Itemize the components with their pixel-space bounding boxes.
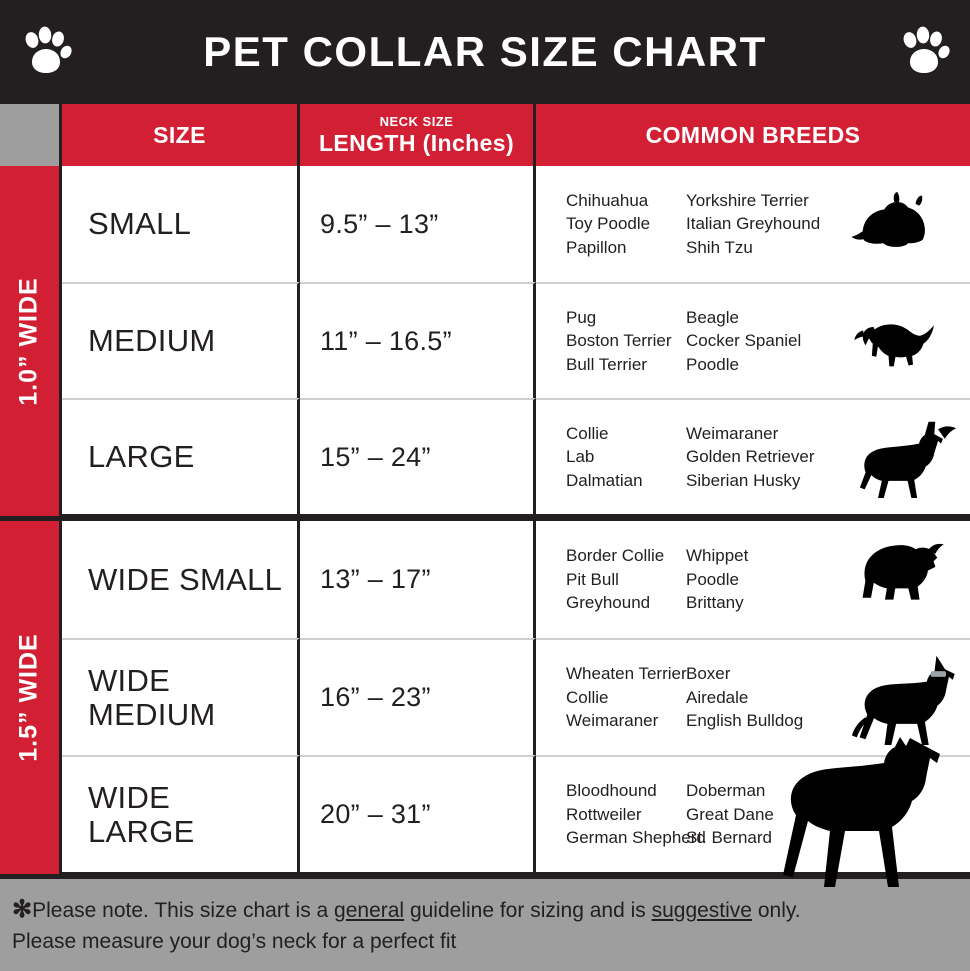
cell-breeds bbox=[536, 398, 970, 514]
band-text: 1.0” WIDE bbox=[15, 276, 44, 406]
beagle-silhouette-icon bbox=[834, 291, 964, 391]
table-row bbox=[62, 398, 970, 514]
breed-item: Siberian Husky bbox=[686, 470, 801, 490]
breed-item: Toy Poodle bbox=[566, 214, 651, 234]
breed-item: Weimaraner bbox=[686, 423, 779, 443]
footer-text-b: guideline for sizing and is bbox=[404, 899, 652, 922]
cell-length bbox=[300, 398, 536, 514]
table-header-length-inches: LENGTH (Inches) bbox=[318, 129, 515, 156]
table-header-common-breeds: COMMON BREEDS bbox=[536, 104, 970, 166]
cell-breeds bbox=[536, 282, 970, 398]
size-label: WIDE LARGE bbox=[88, 780, 195, 849]
breed-column-1 bbox=[536, 306, 686, 376]
breed-column-2 bbox=[686, 779, 836, 849]
breed-item: Weimaraner bbox=[566, 711, 659, 731]
cell-breeds bbox=[536, 521, 970, 638]
bulldog-silhouette-icon bbox=[834, 530, 964, 630]
table-header-row bbox=[0, 104, 970, 166]
breed-item: Great Dane bbox=[686, 804, 774, 824]
table-header-neck-size-small: NECK SIZE bbox=[379, 114, 454, 130]
breed-item: Boxer bbox=[686, 664, 731, 684]
size-label-line1: WIDE SMALL bbox=[88, 561, 283, 597]
breed-item: Whippet bbox=[686, 546, 749, 566]
breed-column-1 bbox=[536, 544, 686, 614]
footer-line-2: Please measure your dog’s neck for a perfect fit bbox=[12, 929, 457, 953]
breed-item: St. Bernard bbox=[686, 828, 772, 848]
length-label: 9.5” – 13” bbox=[320, 208, 439, 239]
footer-note bbox=[0, 879, 970, 971]
breed-column-1 bbox=[536, 662, 686, 732]
breed-column-2 bbox=[686, 544, 836, 614]
cell-breeds bbox=[536, 166, 970, 282]
cell-size bbox=[62, 282, 300, 398]
breed-item: Rottweiler bbox=[566, 804, 642, 824]
table-row bbox=[62, 166, 970, 282]
band-label-1-0-wide bbox=[0, 166, 62, 516]
group-1-0-wide bbox=[0, 166, 970, 516]
cell-length bbox=[300, 638, 536, 755]
cell-size bbox=[62, 166, 300, 282]
length-label: 20” – 31” bbox=[320, 799, 431, 829]
breed-item: Golden Retriever bbox=[686, 447, 815, 467]
breed-item: Shih Tzu bbox=[686, 237, 753, 257]
footer-text-a: Please note. This size chart is a bbox=[32, 899, 335, 922]
breed-item: Boston Terrier bbox=[566, 331, 672, 351]
breed-item: Pug bbox=[566, 307, 597, 327]
cell-length bbox=[300, 521, 536, 638]
cell-size bbox=[62, 398, 300, 514]
length-label: 13” – 17” bbox=[320, 564, 431, 594]
band-text: 1.5” WIDE bbox=[15, 633, 44, 762]
pomeranian-silhouette-icon bbox=[834, 174, 964, 274]
cell-length bbox=[300, 755, 536, 872]
breed-column-2 bbox=[686, 422, 836, 492]
breed-item: Cocker Spaniel bbox=[686, 331, 802, 351]
table-row bbox=[62, 282, 970, 398]
footer-text-c: only. bbox=[752, 899, 801, 922]
cell-breeds bbox=[536, 638, 970, 755]
length-label: 15” – 24” bbox=[320, 441, 431, 472]
breed-item: Brittany bbox=[686, 593, 744, 613]
breed-column-2 bbox=[686, 662, 836, 732]
cell-breeds bbox=[536, 755, 970, 872]
shepherd-silhouette-icon bbox=[834, 407, 964, 507]
cell-length bbox=[300, 166, 536, 282]
breed-item: Beagle bbox=[686, 307, 739, 327]
pitbull-silhouette-icon bbox=[834, 648, 964, 748]
group-1-5-wide bbox=[0, 521, 970, 874]
table-header-neck-length bbox=[300, 104, 536, 166]
asterisk-icon: ✻ bbox=[12, 896, 33, 923]
breed-item: Yorkshire Terrier bbox=[686, 190, 809, 210]
breed-column-1 bbox=[536, 779, 706, 849]
table-row bbox=[62, 638, 970, 755]
breed-item: Pit Bull bbox=[566, 569, 619, 589]
breed-item: Italian Greyhound bbox=[686, 214, 821, 234]
paw-print-icon bbox=[896, 24, 952, 80]
size-label: WIDE MEDIUM bbox=[88, 663, 216, 732]
table-header-corner bbox=[0, 104, 62, 166]
breed-item: Bloodhound bbox=[566, 781, 657, 801]
breed-column-1 bbox=[536, 422, 686, 492]
paw-print-icon bbox=[18, 24, 74, 80]
breed-item: Wheaten Terrier bbox=[566, 664, 687, 684]
band-label-1-5-wide bbox=[0, 521, 62, 874]
cell-size bbox=[62, 521, 300, 638]
breed-item: Chihuahua bbox=[566, 190, 649, 210]
breed-item: Airedale bbox=[686, 687, 749, 707]
table-row bbox=[62, 755, 970, 872]
breed-item: Poodle bbox=[686, 569, 739, 589]
breed-column-2 bbox=[686, 189, 836, 259]
breed-item: Collie bbox=[566, 423, 609, 443]
breed-item: Bull Terrier bbox=[566, 354, 647, 374]
page-header bbox=[0, 0, 970, 104]
page-title: PET COLLAR SIZE CHART bbox=[203, 28, 767, 75]
breed-column-1 bbox=[536, 189, 686, 259]
footer-line-1 bbox=[12, 893, 954, 927]
cell-size bbox=[62, 755, 300, 872]
breed-item: Dalmatian bbox=[566, 470, 643, 490]
cell-size bbox=[62, 638, 300, 755]
breed-item: Lab bbox=[566, 447, 595, 467]
footer-underline-general: general bbox=[334, 899, 405, 922]
breed-column-2 bbox=[686, 306, 836, 376]
cell-length bbox=[300, 282, 536, 398]
breed-item: Papillon bbox=[566, 237, 627, 257]
footer-underline-suggestive: suggestive bbox=[651, 899, 752, 922]
size-chart-table bbox=[0, 104, 970, 879]
size-label bbox=[62, 563, 282, 596]
breed-item: English Bulldog bbox=[686, 711, 804, 731]
table-row bbox=[62, 521, 970, 638]
size-label: LARGE bbox=[88, 439, 195, 475]
breed-item: Border Collie bbox=[566, 546, 665, 566]
breed-item: Doberman bbox=[686, 781, 766, 801]
size-label: MEDIUM bbox=[88, 323, 216, 359]
breed-item: Poodle bbox=[686, 354, 739, 374]
length-label: 11” – 16.5” bbox=[320, 325, 452, 356]
breed-item: Greyhound bbox=[566, 593, 651, 613]
breed-item: German Shepherd bbox=[566, 828, 706, 848]
table-header-size: SIZE bbox=[62, 104, 300, 166]
size-label: SMALL bbox=[88, 206, 192, 242]
breed-item: Collie bbox=[566, 687, 609, 707]
length-label: 16” – 23” bbox=[320, 682, 431, 712]
